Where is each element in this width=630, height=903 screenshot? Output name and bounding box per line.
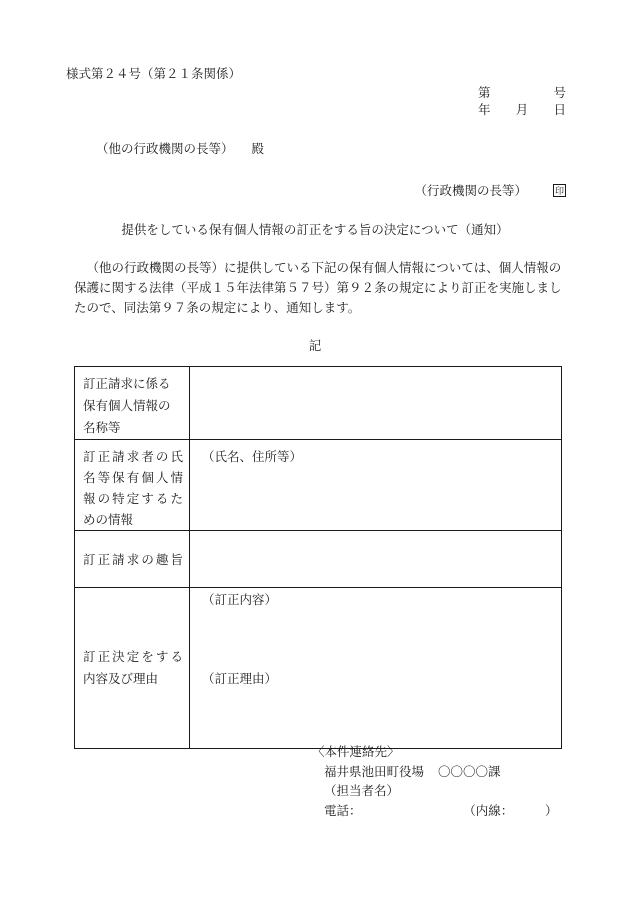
content-cell[interactable] <box>190 440 562 531</box>
date-year: 年 <box>478 102 491 117</box>
label-line: 訂正請求者の氏 <box>83 449 183 464</box>
document-title: 提供をしている保有個人情報の訂正をする旨の決定について（通知） <box>121 222 509 237</box>
contact-office: 福井県池田町役場 <box>324 763 425 779</box>
contact-extension-close: ） <box>545 802 558 818</box>
info-table <box>74 366 562 749</box>
sender-name: （行政機関の長等） <box>414 183 528 198</box>
content-text <box>190 531 561 543</box>
contact-office-line <box>312 762 558 782</box>
date-month: 月 <box>515 102 529 117</box>
form-number: 様式第２４号（第２１条関係） <box>66 66 242 81</box>
content-cell[interactable] <box>190 531 562 588</box>
date-line <box>478 100 566 118</box>
label-line: 名称等 <box>83 420 121 435</box>
document-number-line <box>478 83 566 101</box>
sender <box>415 181 567 199</box>
table-row <box>75 367 562 440</box>
content-text: （氏名、住所等） <box>202 449 303 464</box>
table-row <box>75 531 562 588</box>
body-text <box>74 258 566 318</box>
correction-reason-label: （訂正理由） <box>202 671 278 686</box>
contact-phone: 電話： <box>324 802 362 818</box>
contact-phone-line <box>312 801 558 821</box>
contact-person: （担当者名） <box>324 783 400 798</box>
label-cell <box>75 440 190 531</box>
label-line: 保有個人情報の <box>83 398 171 413</box>
correction-content-label: （訂正内容） <box>202 592 278 607</box>
body-paragraph: （他の行政機関の長等）に提供している下記の保有個人情報については、個人情報の保護に関する法律（平成１５年法律第５７号）第９２条の規定により訂正を実施しましたので、同法第９７条の規定により、通知します。 <box>74 260 562 315</box>
date-day: 日 <box>553 102 566 117</box>
content-cell[interactable] <box>190 588 562 749</box>
content-cell[interactable] <box>190 367 562 440</box>
addressee <box>96 139 264 157</box>
ki-heading: 記 <box>308 338 322 353</box>
seal-text: 印 <box>554 187 565 197</box>
number-suffix: 号 <box>553 85 566 100</box>
label-line: 名等保有個人情 <box>83 470 183 485</box>
table-row <box>75 440 562 531</box>
table-row <box>75 588 562 749</box>
contact-block <box>312 742 558 820</box>
label-line: 訂正請求に係る <box>83 376 171 391</box>
content-text <box>190 367 561 379</box>
contact-extension: （内線： <box>469 802 508 818</box>
addressee-honorific: 殿 <box>251 141 265 156</box>
label-cell <box>75 588 190 749</box>
label-line: 報の特定するた <box>83 491 183 506</box>
number-prefix: 第 <box>478 85 491 100</box>
label-line: 訂正決定をする <box>83 649 183 664</box>
label-cell <box>75 531 190 588</box>
seal-icon <box>553 184 566 197</box>
contact-department: 〇〇〇〇課 <box>438 763 501 779</box>
label-line: 内容及び理由 <box>83 671 159 686</box>
label-line: 訂正請求の趣旨 <box>83 552 183 567</box>
contact-heading: 〈本件連絡先〉 <box>312 744 400 759</box>
addressee-name: （他の行政機関の長等） <box>96 141 234 156</box>
label-cell <box>75 367 190 440</box>
seal-mark <box>553 183 566 198</box>
label-line: めの情報 <box>83 512 134 527</box>
